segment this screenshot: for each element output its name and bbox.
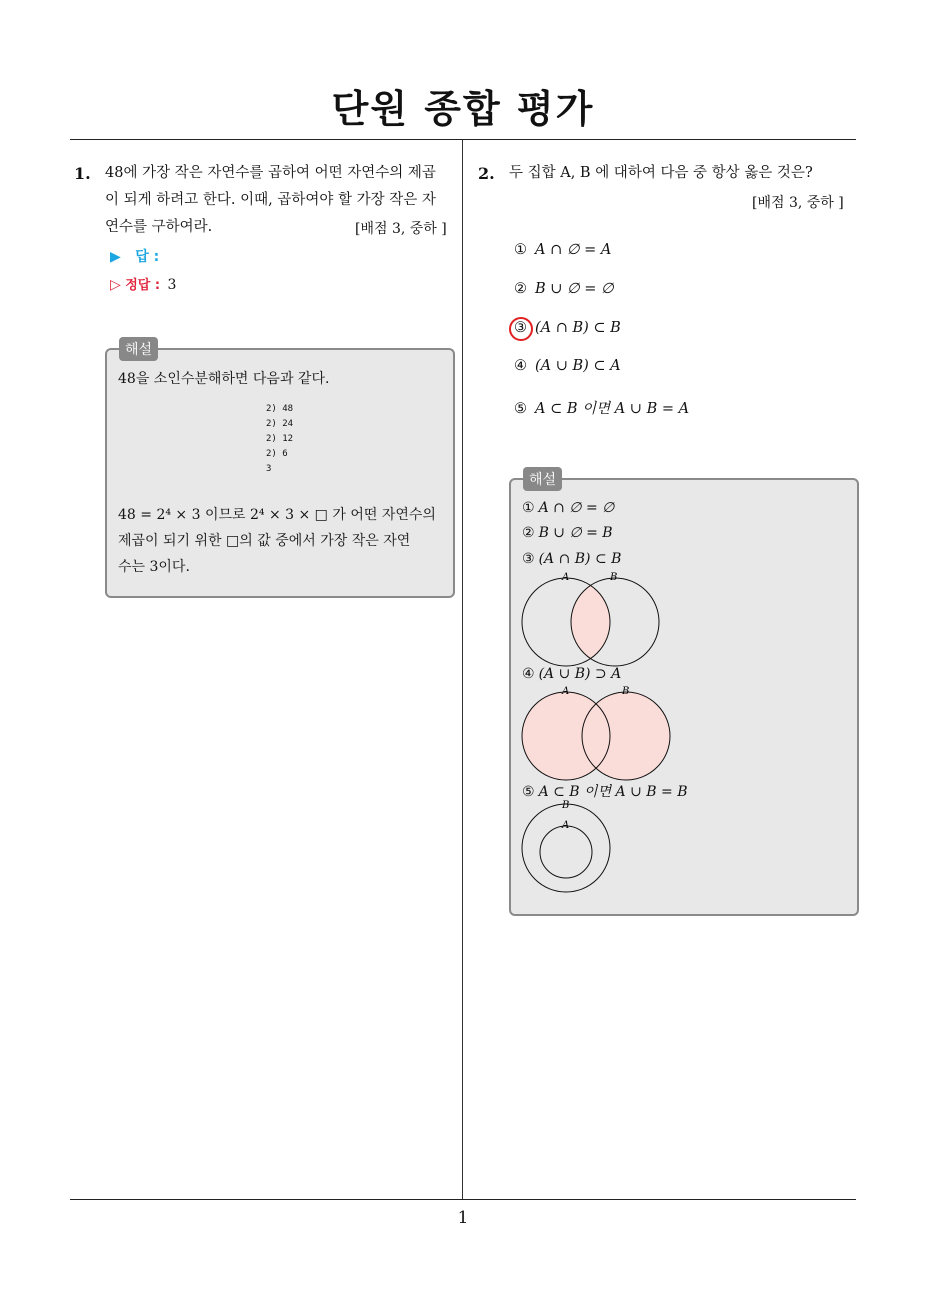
venn-label-b: B bbox=[562, 800, 570, 811]
venn-label-a: A bbox=[562, 820, 570, 831]
ladder-row: 3 bbox=[266, 464, 272, 474]
play-arrow-icon: ▶ bbox=[110, 249, 121, 265]
solution-expression: (A ∩ B) ⊂ B bbox=[538, 551, 622, 567]
choice-number: ② bbox=[514, 281, 527, 297]
outline-arrow-icon: ▷ bbox=[110, 277, 121, 293]
solution-expression: B ∪ ∅ = B bbox=[538, 525, 613, 541]
ladder-row: 2) 12 bbox=[266, 434, 294, 444]
choice-expression: A ⊂ B 이면 A ∪ B = A bbox=[535, 401, 690, 417]
venn-circle-b bbox=[522, 804, 610, 892]
solution-number: ③ bbox=[522, 551, 535, 567]
solution-number: ④ bbox=[522, 666, 535, 682]
venn-union-diagram bbox=[518, 684, 678, 784]
question-1-number: 1. bbox=[74, 164, 91, 183]
solution-number: ⑤ bbox=[522, 784, 535, 800]
prime-factor-ladder bbox=[266, 402, 293, 477]
solution-number: ② bbox=[522, 525, 535, 541]
venn-label-a: A bbox=[562, 686, 570, 697]
choice-number: ③ bbox=[514, 320, 527, 336]
question-2-points: [배점 3, 중하 ] bbox=[752, 195, 844, 211]
ladder-row: 2) 6 bbox=[266, 449, 288, 459]
question-1-correct-row bbox=[110, 274, 176, 293]
venn-intersection-diagram bbox=[518, 570, 668, 670]
solution-explanation bbox=[118, 502, 448, 580]
solution-intro: 48을 소인수분해하면 다음과 같다. bbox=[118, 371, 330, 387]
solution-line: 제곱이 되기 위한 □의 값 중에서 가장 작은 자연 bbox=[118, 533, 411, 549]
solution-line-3 bbox=[522, 551, 621, 567]
choice-4[interactable] bbox=[514, 358, 621, 374]
solution-line: 48 = 2⁴ × 3 이므로 2⁴ × 3 × □ 가 어떤 자연수의 bbox=[118, 507, 436, 523]
question-2-number: 2. bbox=[478, 164, 495, 183]
question-1-line: 48에 가장 작은 자연수를 곱하여 어떤 자연수의 제곱 bbox=[105, 165, 436, 181]
choice-number: ① bbox=[514, 242, 527, 258]
choice-2[interactable] bbox=[514, 281, 614, 297]
choice-number: ⑤ bbox=[514, 401, 527, 417]
choice-expression: A ∩ ∅ = A bbox=[535, 242, 612, 258]
bottom-divider bbox=[70, 1199, 856, 1200]
question-1-solution-tag: 해설 bbox=[119, 337, 158, 361]
venn-label-b: B bbox=[622, 686, 630, 697]
correct-label: 정답 : bbox=[125, 278, 161, 293]
top-divider bbox=[70, 139, 856, 140]
question-1-line: 연수를 구하여라. bbox=[105, 219, 213, 235]
venn-label-b: B bbox=[610, 572, 618, 583]
venn-label-a: A bbox=[562, 572, 570, 583]
question-1-line: 이 되게 하려고 한다. 이때, 곱하여야 할 가장 작은 자 bbox=[105, 192, 436, 208]
page-title: 단원 종합 평가 bbox=[331, 87, 595, 131]
solution-line-4 bbox=[522, 666, 621, 682]
solution-line: 수는 3이다. bbox=[118, 559, 190, 575]
choice-1[interactable] bbox=[514, 242, 611, 258]
solution-number: ① bbox=[522, 500, 535, 516]
solution-expression: (A ∪ B) ⊃ A bbox=[538, 666, 622, 682]
solution-line-2 bbox=[522, 525, 613, 541]
answer-label: 답 : bbox=[135, 249, 160, 265]
page-number: 1 bbox=[457, 1208, 469, 1228]
choice-expression: B ∪ ∅ = ∅ bbox=[535, 281, 614, 297]
column-divider bbox=[462, 140, 463, 1200]
solution-expression: A ∩ ∅ = ∅ bbox=[538, 500, 615, 516]
choice-5[interactable] bbox=[514, 397, 689, 418]
choice-expression: (A ∪ B) ⊂ A bbox=[535, 358, 621, 374]
choice-expression: (A ∩ B) ⊂ B bbox=[535, 320, 621, 336]
venn-circle-a bbox=[540, 826, 592, 878]
choice-3[interactable] bbox=[514, 320, 621, 336]
question-2-solution-tag: 해설 bbox=[523, 467, 562, 491]
question-1-points: [배점 3, 중하 ] bbox=[355, 221, 447, 237]
question-1-answer-row bbox=[110, 246, 159, 266]
solution-line-1 bbox=[522, 500, 614, 516]
solution-expression: A ⊂ B 이면 A ∪ B = B bbox=[538, 784, 688, 800]
ladder-row: 2) 48 bbox=[266, 404, 294, 414]
choice-number: ④ bbox=[514, 358, 527, 374]
question-2-text: 두 집합 A, B 에 대하여 다음 중 항상 옳은 것은? bbox=[509, 165, 813, 181]
ladder-row: 2) 24 bbox=[266, 419, 294, 429]
correct-value: 3 bbox=[167, 277, 177, 293]
venn-subset-diagram bbox=[518, 798, 618, 894]
